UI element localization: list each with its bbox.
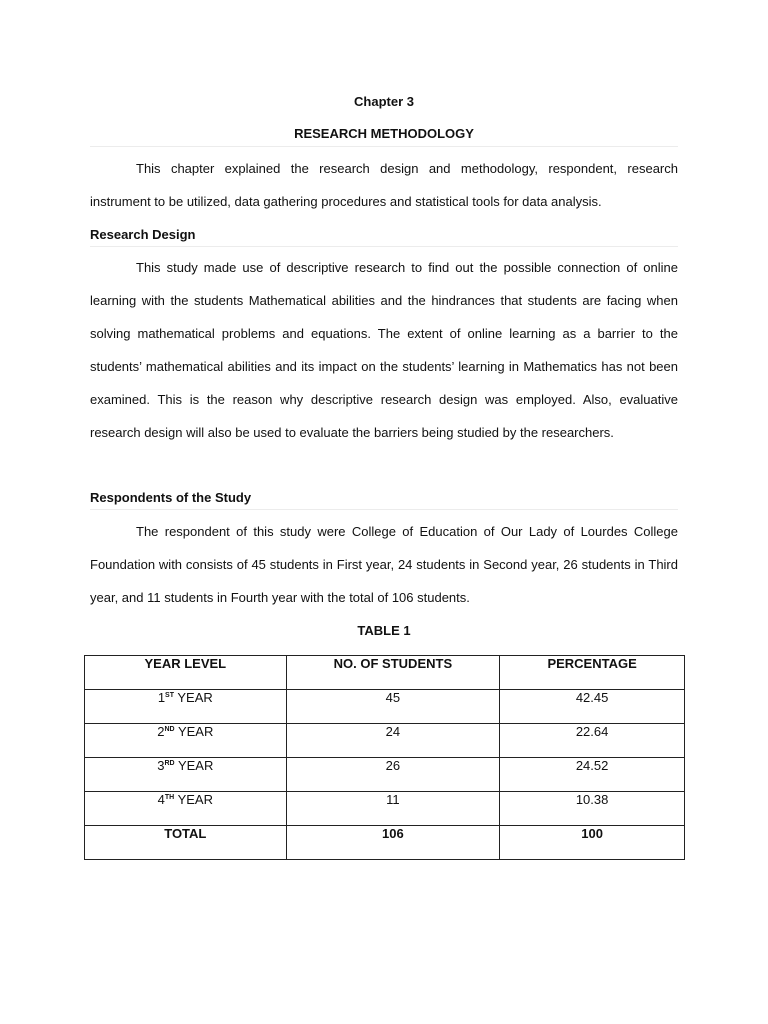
- chapter-label: Chapter 3: [354, 94, 414, 109]
- research-design-heading: Research Design: [90, 227, 678, 247]
- students-cell: 45: [286, 690, 500, 724]
- year-suffix: TH: [164, 794, 175, 801]
- table-header-row: [85, 656, 685, 690]
- year-label: YEAR: [174, 690, 213, 705]
- year-label: YEAR: [174, 724, 214, 739]
- respondents-heading: Respondents of the Study: [90, 490, 678, 510]
- total-students-cell: 106: [286, 826, 500, 860]
- table-row: [85, 792, 685, 826]
- header-no-of-students: NO. OF STUDENTS: [286, 656, 500, 690]
- table-total-row: [85, 826, 685, 860]
- header-percentage: PERCENTAGE: [500, 656, 685, 690]
- year-number: 2: [157, 724, 165, 739]
- year-level-cell: [85, 724, 287, 758]
- percentage-cell: 22.64: [500, 724, 685, 758]
- research-design-paragraph: This study made use of descriptive research to find out the possible connection of online learning with the students Mathematical abilities and the hindrances that students are facing when solving mathematical problems and equations. The extent of online learning as a barrier to the students’ mathematical abilities and its impact on the students’ learning in Mathematics has not been examined. This is the reason why descriptive research design was employed. Also, evaluative research design will also be used to evaluate the barriers being studied by the researchers.: [90, 260, 678, 440]
- year-label: YEAR: [174, 792, 213, 807]
- page-title: RESEARCH METHODOLOGY: [90, 126, 678, 147]
- students-cell: 26: [286, 758, 500, 792]
- table-row: [85, 758, 685, 792]
- year-level-cell: [85, 792, 287, 826]
- year-number: 1: [157, 690, 166, 705]
- total-label-cell: TOTAL: [85, 826, 287, 860]
- year-number: 4: [157, 792, 165, 807]
- table-caption: TABLE 1: [357, 623, 411, 638]
- students-cell: 24: [286, 724, 500, 758]
- percentage-cell: 10.38: [500, 792, 685, 826]
- percentage-cell: 42.45: [500, 690, 685, 724]
- respondents-paragraph: The respondent of this study were College of Education of Our Lady of Lourdes College Foundation with consists of 45 students in First year, 24 students in Second year, 26 students in Third year, and 11 students in Fourth year with the total of 106 students.: [90, 524, 678, 605]
- year-suffix: ST: [165, 692, 174, 699]
- table-row: [85, 724, 685, 758]
- percentage-cell: 24.52: [500, 758, 685, 792]
- students-table: [84, 655, 685, 860]
- students-cell: 11: [286, 792, 500, 826]
- year-suffix: ND: [164, 726, 175, 733]
- year-suffix: RD: [164, 760, 175, 767]
- table-row: [85, 690, 685, 724]
- year-number: 3: [157, 758, 165, 773]
- header-year-level: YEAR LEVEL: [85, 656, 287, 690]
- year-level-cell: [85, 690, 287, 724]
- total-percentage-cell: 100: [500, 826, 685, 860]
- year-level-cell: [85, 758, 287, 792]
- intro-paragraph: This chapter explained the research design and methodology, respondent, research instrument to be utilized, data gathering procedures and statistical tools for data analysis.: [90, 161, 678, 209]
- year-label: YEAR: [174, 758, 214, 773]
